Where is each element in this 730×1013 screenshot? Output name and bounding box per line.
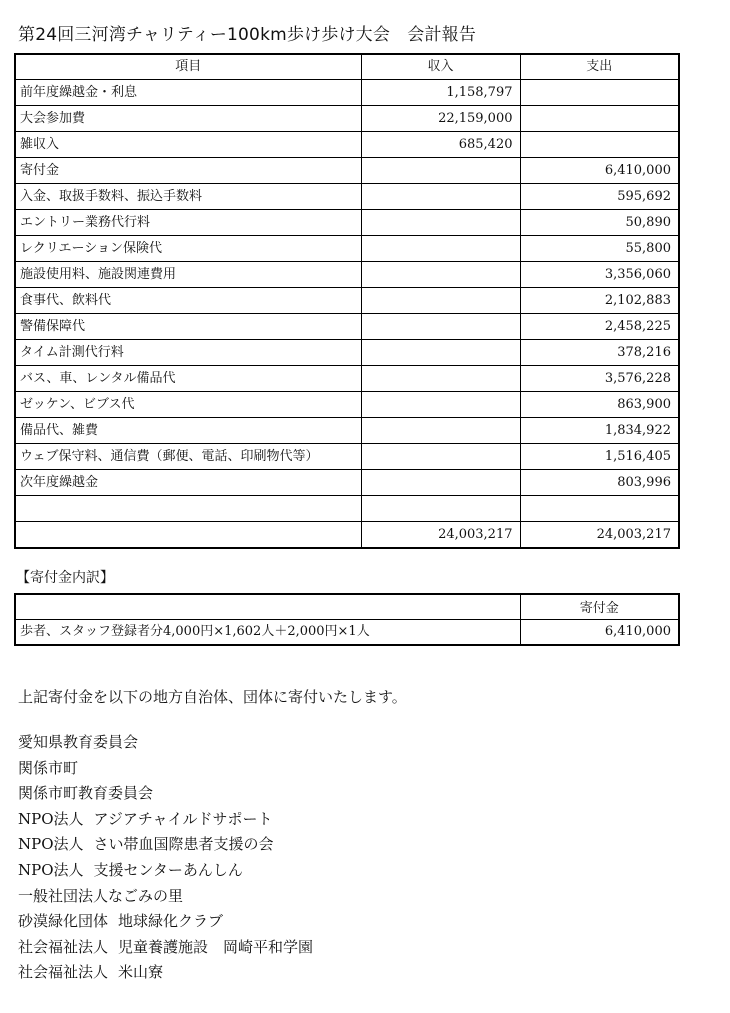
table-row	[15, 288, 679, 314]
row-income	[361, 236, 520, 262]
row-item: レクリエーション保険代	[15, 236, 361, 262]
recipient-name: 児童養護施設 岡崎平和学園	[118, 937, 314, 956]
table-row	[15, 236, 679, 262]
donation-row-label: 歩者、スタッフ登録者分4,000円×1,602人＋2,000円×1人	[15, 620, 520, 646]
row-income	[361, 184, 520, 210]
table-row	[15, 392, 679, 418]
donation-breakdown-heading: 【寄付金内訳】	[16, 570, 114, 586]
recipient-item	[18, 756, 313, 782]
donation-breakdown-table	[14, 593, 680, 646]
row-item: 寄付金	[15, 158, 361, 184]
row-item: ウェブ保守料、通信費（郵便、電話、印刷物代等）	[15, 444, 361, 470]
recipient-item	[18, 832, 313, 858]
recipient-item	[18, 858, 313, 884]
recipient-org: 社会福祉法人	[18, 963, 109, 982]
recipient-item	[18, 730, 313, 756]
row-item: 入金、取扱手数料、振込手数料	[15, 184, 361, 210]
row-item	[15, 522, 361, 549]
table-row	[15, 522, 679, 549]
row-item: 次年度繰越金	[15, 470, 361, 496]
table-row	[15, 314, 679, 340]
table-row	[15, 262, 679, 288]
report-title: 第24回三河湾チャリティー100km歩け歩け大会 会計報告	[18, 25, 477, 45]
table-row	[15, 106, 679, 132]
row-item: ゼッケン、ビブス代	[15, 392, 361, 418]
row-income	[361, 392, 520, 418]
row-income: 22,159,000	[361, 106, 520, 132]
donation-row-value: 6,410,000	[520, 620, 679, 646]
recipient-name: さい帯血国際患者支援の会	[93, 835, 274, 854]
recipient-org: 砂漠緑化団体	[18, 912, 109, 931]
row-expense: 1,516,405	[520, 444, 679, 470]
row-income	[361, 366, 520, 392]
recipient-name: 地球緑化クラブ	[118, 912, 224, 931]
row-item: 食事代、飲料代	[15, 288, 361, 314]
donation-header-blank	[15, 594, 520, 620]
donation-header-row	[15, 594, 679, 620]
table-row	[15, 340, 679, 366]
recipient-item	[18, 935, 313, 961]
table-row	[15, 210, 679, 236]
recipient-item	[18, 807, 313, 833]
row-income	[361, 444, 520, 470]
row-item: タイム計測代行料	[15, 340, 361, 366]
row-income: 24,003,217	[361, 522, 520, 549]
row-income	[361, 158, 520, 184]
recipient-org: 関係市町教育委員会	[18, 784, 154, 803]
donation-column-header: 寄付金	[520, 594, 679, 620]
row-income	[361, 340, 520, 366]
row-item: 備品代、雑費	[15, 418, 361, 444]
table-row	[15, 496, 679, 522]
recipient-list	[18, 730, 313, 986]
recipient-item	[18, 781, 313, 807]
row-income	[361, 314, 520, 340]
row-income	[361, 210, 520, 236]
row-expense: 50,890	[520, 210, 679, 236]
table-row	[15, 158, 679, 184]
recipient-org: NPO法人	[18, 835, 84, 854]
recipient-item	[18, 909, 313, 935]
row-item: バス、車、レンタル備品代	[15, 366, 361, 392]
row-expense: 2,458,225	[520, 314, 679, 340]
row-income	[361, 262, 520, 288]
recipient-org: 社会福祉法人	[18, 937, 109, 956]
table-row	[15, 444, 679, 470]
row-income	[361, 418, 520, 444]
header-expense: 支出	[520, 54, 679, 80]
row-expense: 3,576,228	[520, 366, 679, 392]
table-row	[15, 132, 679, 158]
row-item: 施設使用料、施設関連費用	[15, 262, 361, 288]
recipient-name: アジアチャイルドサポート	[93, 809, 273, 828]
recipient-item	[18, 884, 313, 910]
recipient-item	[18, 960, 313, 986]
row-item: 雑収入	[15, 132, 361, 158]
row-expense: 1,834,922	[520, 418, 679, 444]
table-row	[15, 184, 679, 210]
recipient-org: NPO法人	[18, 860, 84, 879]
recipient-org: 愛知県教育委員会	[18, 733, 139, 751]
row-expense: 378,216	[520, 340, 679, 366]
row-expense	[520, 496, 679, 522]
recipient-name: 米山寮	[118, 963, 164, 982]
row-item	[15, 496, 361, 522]
table-row	[15, 366, 679, 392]
row-expense	[520, 106, 679, 132]
recipient-org: 一般社団法人なごみの里	[18, 886, 184, 905]
table-header-row	[15, 54, 679, 80]
row-income: 685,420	[361, 132, 520, 158]
table-row	[15, 470, 679, 496]
recipient-org: NPO法人	[18, 809, 84, 828]
row-item: 前年度繰越金・利息	[15, 80, 361, 106]
recipient-org: 関係市町	[18, 758, 79, 777]
row-expense: 2,102,883	[520, 288, 679, 314]
row-income	[361, 496, 520, 522]
header-item: 項目	[15, 54, 361, 80]
row-expense: 803,996	[520, 470, 679, 496]
row-expense: 24,003,217	[520, 522, 679, 549]
row-expense: 3,356,060	[520, 262, 679, 288]
row-income: 1,158,797	[361, 80, 520, 106]
row-expense: 55,800	[520, 236, 679, 262]
row-expense: 6,410,000	[520, 158, 679, 184]
table-row	[15, 80, 679, 106]
header-income: 収入	[361, 54, 520, 80]
donation-note: 上記寄付金を以下の地方自治体、団体に寄付いたします。	[18, 688, 407, 706]
row-expense: 863,900	[520, 392, 679, 418]
row-income	[361, 288, 520, 314]
row-income	[361, 470, 520, 496]
row-expense	[520, 80, 679, 106]
table-row	[15, 418, 679, 444]
row-item: 大会参加費	[15, 106, 361, 132]
row-item: 警備保障代	[15, 314, 361, 340]
row-expense: 595,692	[520, 184, 679, 210]
row-item: エントリー業務代行料	[15, 210, 361, 236]
recipient-name: 支援センターあんしん	[93, 860, 243, 879]
accounting-table	[14, 53, 680, 549]
row-expense	[520, 132, 679, 158]
donation-row	[15, 620, 679, 646]
